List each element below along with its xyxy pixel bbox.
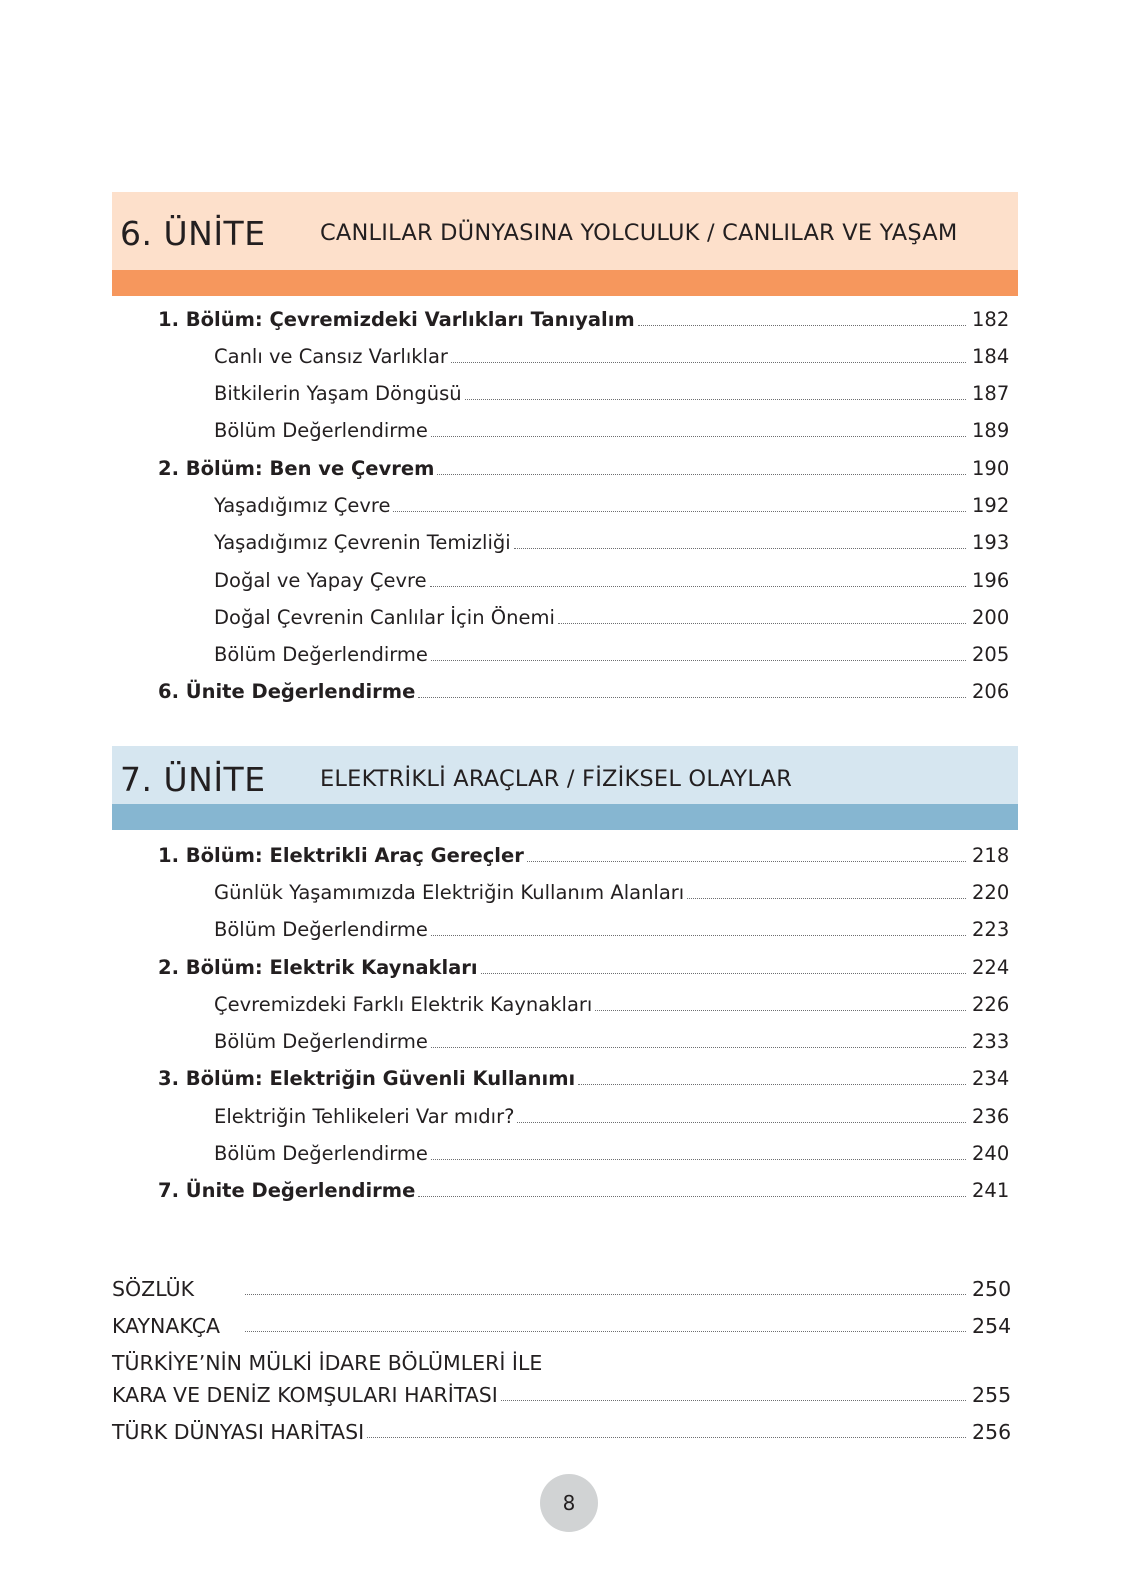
toc-entry-label: Bölüm Değerlendirme: [214, 1030, 428, 1053]
toc-entry[interactable]: [158, 302, 1018, 332]
toc-entry-map-title-line[interactable]: [112, 1345, 1018, 1375]
toc-entry[interactable]: [214, 637, 1018, 667]
toc-entry-page: 196: [972, 569, 1010, 592]
toc-entry-label: 7. Ünite Değerlendirme: [158, 1179, 416, 1202]
leader-dots: [431, 1046, 966, 1048]
toc-entry-page: 189: [972, 419, 1010, 442]
toc-entry[interactable]: [214, 1024, 1018, 1054]
toc-entry[interactable]: [214, 488, 1018, 518]
toc-entry-page: 182: [972, 308, 1010, 331]
toc-entry-page: 241: [972, 1179, 1010, 1202]
toc-entry-label: SÖZLÜK: [112, 1277, 195, 1301]
toc-entry-page: 223: [972, 918, 1010, 941]
toc-entry-turkic-world-map[interactable]: [112, 1414, 1018, 1444]
unit-7-title-band: [112, 746, 1018, 804]
leader-dots: [638, 324, 966, 326]
toc-entry-page: 192: [972, 494, 1010, 517]
toc-entry-label: 1. Bölüm: Elektrikli Araç Gereçler: [158, 844, 524, 867]
toc-entry-page: 254: [972, 1314, 1012, 1338]
toc-entry-label: Doğal ve Yapay Çevre: [214, 569, 427, 592]
toc-entry[interactable]: [158, 674, 1018, 704]
toc-entry[interactable]: [214, 1099, 1018, 1129]
toc-entry[interactable]: [214, 912, 1018, 942]
toc-entry-label: TÜRK DÜNYASI HARİTASI: [112, 1420, 365, 1444]
leader-dots: [418, 696, 966, 698]
leader-dots: [481, 972, 966, 974]
toc-entry[interactable]: [214, 1136, 1018, 1166]
toc-entry-label: Yaşadığımız Çevrenin Temizliği: [214, 531, 511, 554]
leader-dots: [514, 547, 966, 549]
leader-dots: [245, 1330, 966, 1332]
toc-entry[interactable]: [158, 451, 1018, 481]
unit-6-title-band: [112, 192, 1018, 270]
toc-entry-label: 2. Bölüm: Elektrik Kaynakları: [158, 956, 478, 979]
toc-entry-glossary[interactable]: [112, 1271, 1018, 1301]
toc-entry[interactable]: [214, 525, 1018, 555]
leader-dots: [437, 473, 966, 475]
toc-entry[interactable]: [158, 1061, 1018, 1091]
toc-entry-page: 205: [972, 643, 1010, 666]
toc-entry-label: Bitkilerin Yaşam Döngüsü: [214, 382, 462, 405]
toc-entry-page: 190: [972, 457, 1010, 480]
toc-entry-page: 233: [972, 1030, 1010, 1053]
toc-entry[interactable]: [214, 413, 1018, 443]
toc-entry-page: 193: [972, 531, 1010, 554]
leader-dots: [451, 361, 966, 363]
toc-entry[interactable]: [214, 376, 1018, 406]
leader-dots: [595, 1009, 966, 1011]
unit-6-header: [112, 192, 1018, 296]
toc-entry-page: 226: [972, 993, 1010, 1016]
unit-7-title: ELEKTRİKLİ ARAÇLAR / FİZİKSEL OLAYLAR: [320, 766, 793, 792]
toc-entry-page: 255: [972, 1383, 1012, 1407]
toc-entry[interactable]: [214, 563, 1018, 593]
toc-entry-page: 200: [972, 606, 1010, 629]
toc-entry-label: Bölüm Değerlendirme: [214, 643, 428, 666]
unit-7-number: 7. ÜNİTE: [120, 760, 266, 799]
toc-entry-label: Bölüm Değerlendirme: [214, 918, 428, 941]
leader-dots: [430, 585, 966, 587]
leader-dots: [245, 1293, 966, 1295]
toc-entry[interactable]: [158, 950, 1018, 980]
leader-dots: [687, 897, 966, 899]
toc-entry-label: Doğal Çevrenin Canlılar İçin Önemi: [214, 606, 555, 629]
toc-entry-label: Canlı ve Cansız Varlıklar: [214, 345, 448, 368]
leader-dots: [431, 659, 966, 661]
toc-entry-label: KAYNAKÇA: [112, 1314, 221, 1338]
leader-dots: [393, 510, 966, 512]
leader-dots: [517, 1121, 966, 1123]
toc-entry-label: TÜRKİYE’NİN MÜLKİ İDARE BÖLÜMLERİ İLE: [112, 1351, 543, 1375]
toc-entry-page: 184: [972, 345, 1010, 368]
toc-entry-page: 224: [972, 956, 1010, 979]
toc-entry-page: 234: [972, 1067, 1010, 1090]
toc-entry-page: 240: [972, 1142, 1010, 1165]
unit-7-header: [112, 746, 1018, 830]
leader-dots: [418, 1195, 966, 1197]
toc-entry[interactable]: [214, 600, 1018, 630]
toc-entry-label: Çevremizdeki Farklı Elektrik Kaynakları: [214, 993, 593, 1016]
unit-6-title: CANLILAR DÜNYASINA YOLCULUK / CANLILAR VE YAŞAM: [320, 220, 958, 246]
toc-entry-page: 206: [972, 680, 1010, 703]
page-number-badge: 8: [540, 1474, 598, 1532]
leader-dots: [431, 934, 966, 936]
toc-entry[interactable]: [158, 1173, 1018, 1203]
toc-entry-page: 187: [972, 382, 1010, 405]
toc-entry-label: Yaşadığımız Çevre: [214, 494, 391, 517]
toc-entry-label: 1. Bölüm: Çevremizdeki Varlıkları Tanıyalım: [158, 308, 635, 331]
toc-entry-label: Bölüm Değerlendirme: [214, 419, 428, 442]
toc-entry-label: Günlük Yaşamımızda Elektriğin Kullanım Alanları: [214, 881, 685, 904]
leader-dots: [558, 622, 966, 624]
unit-6-number: 6. ÜNİTE: [120, 214, 266, 253]
toc-entry-label: KARA VE DENİZ KOMŞULARI HARİTASI: [112, 1383, 498, 1407]
leader-dots: [527, 860, 966, 862]
leader-dots: [431, 1158, 966, 1160]
toc-entry-admin-map[interactable]: [112, 1377, 1018, 1407]
toc-entry-page: 236: [972, 1105, 1010, 1128]
toc-entry-page: 220: [972, 881, 1010, 904]
toc-entry-label: 6. Ünite Değerlendirme: [158, 680, 416, 703]
unit-6-accent-bar: [112, 270, 1018, 296]
leader-dots: [501, 1399, 966, 1401]
toc-entry[interactable]: [214, 875, 1018, 905]
toc-entry[interactable]: [158, 838, 1018, 868]
toc-entry-page: 256: [972, 1420, 1012, 1444]
toc-entry-page: 250: [972, 1277, 1012, 1301]
unit-7-accent-bar: [112, 804, 1018, 830]
leader-dots: [431, 435, 966, 437]
toc-entry[interactable]: [214, 987, 1018, 1017]
leader-dots: [578, 1083, 966, 1085]
leader-dots: [465, 398, 966, 400]
toc-entry-label: Elektriğin Tehlikeleri Var mıdır?: [214, 1105, 515, 1128]
toc-entry-label: 3. Bölüm: Elektriğin Güvenli Kullanımı: [158, 1067, 576, 1090]
toc-entry[interactable]: [214, 339, 1018, 369]
toc-entry-label: 2. Bölüm: Ben ve Çevrem: [158, 457, 435, 480]
toc-entry-label: Bölüm Değerlendirme: [214, 1142, 428, 1165]
leader-dots: [367, 1436, 966, 1438]
toc-entry-bibliography[interactable]: [112, 1308, 1018, 1338]
toc-entry-page: 218: [972, 844, 1010, 867]
